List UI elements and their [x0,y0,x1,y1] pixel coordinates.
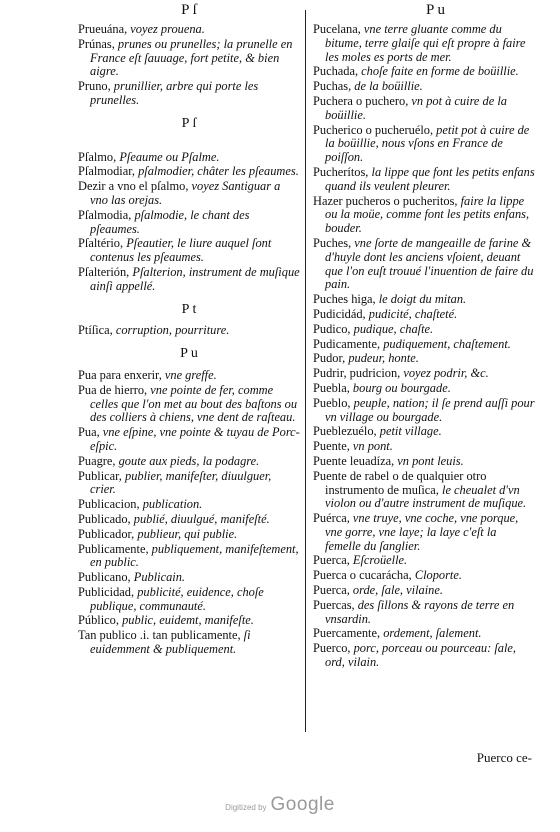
entry-headword: Puchas, [313,79,352,94]
entry-headword: Puchada, [313,64,359,79]
entry-definition: la lippe que font les petits enfans quand ils veulent pleurer. [325,164,535,193]
entry-definition: vne terre gluante comme du bitume, terre glaiſe qui eſt propre à faire les moles es ports de mer. [325,22,526,64]
dictionary-entry [313,554,535,568]
entry-headword: Prueuána, [78,22,128,36]
dictionary-entry [78,513,300,527]
entry-definition: petit village. [376,424,442,439]
right-running-head: P u [425,2,445,18]
entry-headword: Publicamente, [78,541,149,556]
dictionary-entry [313,293,535,307]
entry-headword: Puagre, [78,453,116,468]
entry-definition: ſi euidemment & publiquement. [90,628,251,657]
dictionary-entry [78,543,300,571]
entry-headword: Puerca o cucarácha, [313,568,412,583]
dictionary-entry [313,584,535,598]
entry-definition: public, euidemt, manifeſte. [118,613,254,628]
catchword: Puerco ce- [476,750,532,765]
entry-headword: Pudico, [313,321,351,336]
dictionary-entry [313,352,535,366]
entry-definition: de la boüillie. [351,79,423,94]
dictionary-entry [313,338,535,352]
dictionary-entry [313,80,535,94]
dictionary-entry [78,586,300,614]
entry-definition: le cheualet d'vn violon ou d'autre instrument de muſique. [325,482,527,511]
entry-definition: Pſeaume ou Pſalme. [116,149,220,164]
entry-definition: vne ſorte de mangeaille de farine & d'huyle dont les anciens vſoient, deuant que l'on euſt trouué l'inuention de faire du pain. [325,235,534,292]
entry-headword: Pua de hierro, [78,382,148,397]
entry-definition: pudeur, honte. [345,351,419,366]
entry-definition: pudiquement, chaſtement. [380,336,511,351]
dictionary-entry [313,23,535,64]
dictionary-entry [313,166,535,194]
entry-headword: Pſalmodiar, [78,164,135,179]
dictionary-entry [313,397,535,425]
entry-definition: voyez prouena. [127,22,205,36]
entry-headword: Pucelana, [313,22,361,36]
dictionary-entry [78,528,300,542]
dictionary-entry [78,266,300,294]
entry-definition: pudique, chaſte. [350,321,434,336]
entry-definition: des ſillons & rayons de terre en vnsardin. [325,597,515,626]
entry-headword: Tan publico .i. tan publicamente, [78,628,241,643]
entry-definition: peuple, nation; il ſe prend auſſi pour vn village ou bourgade. [325,395,535,424]
dictionary-entry [78,498,300,512]
entry-headword: Puebla, [313,380,350,395]
entry-definition: le doigt du mitan. [375,292,467,307]
entry-definition: publicité, euidence, choſe publique, communauté. [90,584,264,613]
column-divider [305,10,306,732]
dictionary-entry [78,237,300,265]
entry-headword: Prúnas, [78,36,115,51]
dictionary-entry [313,237,535,292]
entry-definition: Publicain. [130,570,186,585]
entry-definition: petit pot à cuire de la boüillie, nous vſons en France de poiſſon. [325,122,530,165]
section-heading: P t [181,301,197,317]
google-logo: Google [270,794,335,815]
entry-headword: Pſaltério, [78,236,124,251]
entry-definition: vne greffe. [161,367,217,382]
dictionary-entry [78,80,300,108]
entry-definition: Pſalterion, instrument de muſique ainſi appellé. [90,264,300,293]
entry-definition: prunillier, arbre qui porte les prunelles. [90,79,259,107]
entry-definition: vn pont. [349,439,393,454]
entry-headword: Publicidad, [78,584,135,599]
entry-headword: Publicano, [78,570,131,585]
dictionary-entry [78,23,300,37]
dictionary-entry [78,470,300,498]
dictionary-entry [78,426,300,454]
entry-headword: Pua, [78,425,100,440]
entry-definition: bourg ou bourgade. [349,380,451,395]
entry-headword: Puente, [313,439,350,454]
entry-definition: choſe faite en forme de boüillie. [358,64,519,79]
section-heading: P u [180,346,198,362]
entry-definition: prunes ou prunelles; la prunelle en France eſt ſauuage, fort petite, & bien aigre. [90,36,293,79]
entry-definition: vne truye, vne coche, vne porque, vne gorre, vne laye; la laye c'eſt la femelle du ſanglier. [325,511,519,553]
entry-headword: Hazer pucheros o pucheritos, [313,193,458,208]
entry-headword: Ptíſica, [78,323,113,338]
entry-headword: Pſalterión, [78,264,130,279]
entry-definition: Pſeautier, le liure auquel ſont contenus les pſeaumes. [90,236,272,265]
entry-headword: Pudicidád, [313,306,366,321]
entry-headword: Pueblezuélo, [313,424,377,439]
entry-definition: pudicité, chaſteté. [365,306,458,321]
dictionary-entry [78,455,300,469]
dictionary-entry [78,384,300,425]
entry-definition: publieur, qui publie. [134,526,238,541]
entry-headword: Publicador, [78,526,135,541]
entry-headword: Pucherico o pucheruélo, [313,122,434,137]
dictionary-entry [313,425,535,439]
entry-definition: voyez Santiguar a vno las orejas. [90,179,281,207]
right-column-body [313,23,535,670]
dictionary-entry [313,642,535,670]
entry-definition: pſalmodie, le chant des pſeaumes. [90,207,250,236]
entry-headword: Pueblo, [313,395,351,410]
entry-definition: porc, porceau ou pourceau: ſale, ord, vilain. [325,641,517,670]
dictionary-entry [78,165,300,179]
entry-definition: corruption, pourriture. [112,323,230,338]
entry-headword: Pſalmo, [78,149,117,164]
entry-headword: Puente de rabel o de qualquier otro instrumento de muſica, [313,468,487,497]
left-column-body [78,23,300,657]
entry-headword: Pudrir, pudricion, [313,366,401,381]
entry-headword: Puente leuadíza, [313,453,395,468]
entry-headword: Público, [78,613,119,628]
entry-headword: Puerca, [313,553,350,568]
entry-definition: publiquement, manifeſtement, en public. [90,541,299,570]
dictionary-entry [78,38,300,79]
dictionary-entry [313,599,535,627]
entry-definition: Cloporte. [411,568,462,583]
digitized-by-label: Digitized by [225,803,267,812]
dictionary-entry [313,95,535,123]
dictionary-entry [313,470,535,511]
entry-definition: faire la lippe ou la moüe, comme font les petits enfans, bouder. [325,193,530,236]
entry-headword: Pſalmodia, [78,207,132,222]
entry-definition: vn pot à cuire de la boüillie. [325,93,507,122]
entry-headword: Puchera o puchero, [313,93,409,108]
entry-headword: Publicado, [78,511,131,526]
entry-headword: Pucherítos, [313,164,369,179]
entry-headword: Puches, [313,235,352,250]
entry-definition: orde, ſale, vilaine. [349,583,443,598]
dictionary-entry [313,65,535,79]
entry-definition: vne eſpine, vne pointe & tuyau de Porc-eſpic. [90,425,300,453]
dictionary-entry [78,151,300,165]
left-running-head: P ſ [181,2,197,18]
dictionary-entry [78,614,300,628]
dictionary-entry [78,629,300,657]
dictionary-entry [313,308,535,322]
entry-headword: Puercas, [313,597,355,612]
entry-headword: Pudicamente, [313,336,381,351]
section-heading: P ſ [181,115,197,131]
entry-definition: publier, manifeſter, diuulguer, crier. [90,468,272,497]
entry-definition: publication. [139,497,203,512]
entry-definition: vne pointe de fer, comme celles que l'on met au bout des baſtons ou des colliers à chiens, vne dent de raſteau. [90,382,298,425]
entry-headword: Pua para enxerir, [78,367,162,382]
left-column [78,4,300,658]
entry-definition: pſalmodier, châter les pſeaumes. [134,164,299,179]
dictionary-entry [78,324,300,338]
dictionary-entry [78,209,300,237]
dictionary-entry [313,512,535,553]
dictionary-entry [78,571,300,585]
entry-headword: Publicacion, [78,497,140,512]
entry-definition: ordement, ſalement. [380,626,482,641]
dictionary-entry [313,195,535,236]
digitized-footer [0,794,560,816]
entry-definition: vn pont leuis. [394,453,464,468]
dictionary-entry [313,367,535,381]
entry-headword: Puerca, [313,583,350,598]
dictionary-entry [313,323,535,337]
dictionary-entry [313,440,535,454]
entry-headword: Publicar, [78,468,122,483]
dictionary-entry [313,569,535,583]
entry-definition: voyez podrir, &c. [400,366,489,381]
entry-headword: Puercamente, [313,626,381,641]
entry-headword: Dezir a vno el pſalmo, [78,179,189,194]
entry-definition: Eſcroüelle. [349,553,408,568]
entry-headword: Puerco, [313,641,351,656]
dictionary-entry [78,369,300,383]
dictionary-entry [313,124,535,165]
dictionary-entry [313,382,535,396]
entry-headword: Pruno, [78,79,111,94]
entry-headword: Puches higa, [313,292,376,307]
entry-headword: Puérca, [313,511,350,526]
dictionary-entry [313,455,535,469]
entry-definition: goute aux pieds, la podagre. [115,453,260,468]
dictionary-entry [313,627,535,641]
entry-headword: Pudor, [313,351,346,366]
entry-definition: publié, diuulgué, manifeſté. [130,511,270,526]
right-column [313,4,535,671]
dictionary-entry [78,180,300,208]
